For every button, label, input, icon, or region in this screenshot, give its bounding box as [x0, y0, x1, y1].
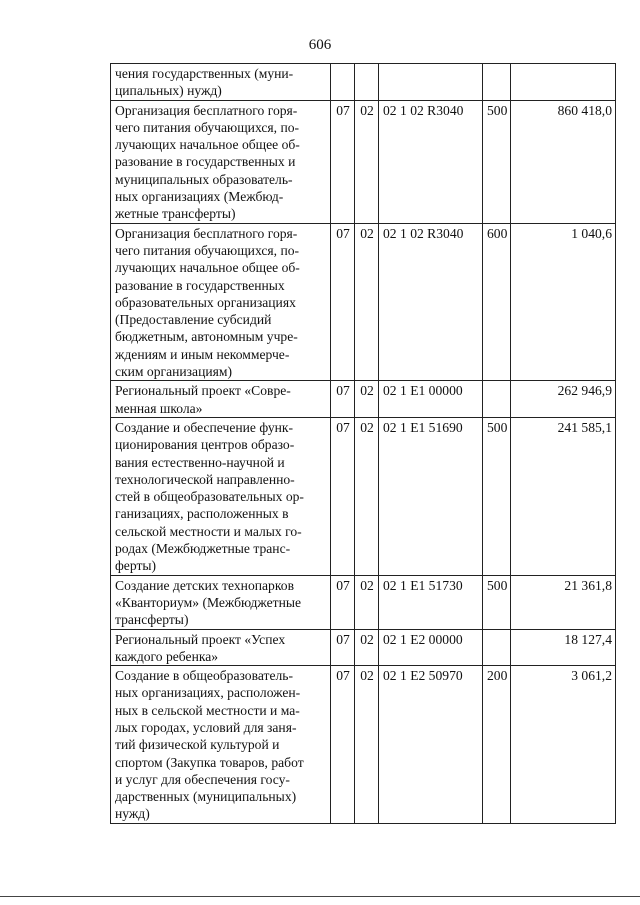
target-article-cell: 02 1 E1 00000 — [379, 381, 483, 418]
expense-type-cell: 500 — [483, 575, 511, 629]
target-article-cell: 02 1 E2 50970 — [379, 666, 483, 824]
amount-cell: 262 946,9 — [511, 381, 616, 418]
expense-name-line: каждого ребенка» — [115, 648, 219, 664]
section-code-cell: 07 — [331, 629, 355, 666]
expense-name-line: Организация бесплатного горя- — [115, 225, 298, 241]
section-code-cell: 07 — [331, 666, 355, 824]
expense-type-cell: 500 — [483, 417, 511, 575]
page-number: 606 — [308, 37, 332, 53]
target-article-cell: 02 1 E1 51730 — [379, 575, 483, 629]
expense-type-cell: 600 — [483, 223, 511, 381]
table-row — [111, 666, 616, 824]
subsection-code-cell: 02 — [355, 666, 379, 824]
expense-type-cell — [483, 64, 511, 101]
expense-name-line: родах (Межбюджетные транс- — [115, 541, 291, 557]
amount-cell: 241 585,1 — [511, 417, 616, 575]
expense-name-cell — [111, 381, 331, 418]
subsection-code-cell: 02 — [355, 223, 379, 381]
expense-name-line: Создание в общеобразователь- — [115, 668, 293, 684]
table-row — [111, 575, 616, 629]
subsection-code-cell: 02 — [355, 381, 379, 418]
expense-name-line: разование в государственных и — [115, 154, 296, 170]
expense-name-line: тий физической культурой и — [115, 737, 280, 753]
expense-name-cell — [111, 666, 331, 824]
expense-name-line: нужд) — [115, 806, 150, 822]
amount-cell: 21 361,8 — [511, 575, 616, 629]
amount-cell: 860 418,0 — [511, 100, 616, 223]
expense-name-line: лых городах, условий для заня- — [115, 719, 297, 735]
section-code-cell — [331, 64, 355, 101]
expense-name-line: муниципальных образователь- — [115, 171, 293, 187]
expense-name-line: ским организациям) — [115, 364, 233, 380]
expense-name-line: «Кванториум» (Межбюджетные — [115, 594, 302, 610]
expense-type-cell: 500 — [483, 100, 511, 223]
expense-name-cell — [111, 64, 331, 101]
amount-cell: 1 040,6 — [511, 223, 616, 381]
expense-name-line: ждениям и иным некоммерче- — [115, 346, 290, 362]
budget-table — [110, 63, 616, 824]
expense-name-line: Создание детских технопарков — [115, 577, 294, 593]
expense-name-line: лучающих начальное общее об- — [115, 260, 300, 276]
expense-name-line: технологической направленно- — [115, 471, 295, 487]
expense-name-line: Региональный проект «Совре- — [115, 383, 291, 399]
expense-name-line: чего питания обучающихся, по- — [115, 119, 300, 135]
budget-table-body — [111, 64, 616, 824]
expense-name-cell — [111, 100, 331, 223]
expense-name-line: (Предоставление субсидий — [115, 312, 272, 328]
section-code-cell: 07 — [331, 100, 355, 223]
target-article-cell: 02 1 E1 51690 — [379, 417, 483, 575]
expense-name-line: ферты) — [115, 558, 157, 574]
expense-type-cell — [483, 629, 511, 666]
expense-name-line: лучающих начальное общее об- — [115, 137, 300, 153]
table-row — [111, 381, 616, 418]
expense-type-cell: 200 — [483, 666, 511, 824]
expense-name-line: чего питания обучающихся, по- — [115, 242, 300, 258]
expense-name-line: и услуг для обеспечения госу- — [115, 771, 290, 787]
subsection-code-cell: 02 — [355, 575, 379, 629]
expense-name-line: Создание и обеспечение функ- — [115, 419, 294, 435]
table-row — [111, 417, 616, 575]
expense-name-line: стей в общеобразовательных ор- — [115, 489, 304, 505]
section-code-cell: 07 — [331, 417, 355, 575]
expense-name-cell — [111, 417, 331, 575]
subsection-code-cell: 02 — [355, 629, 379, 666]
expense-name-line: менная школа» — [115, 400, 203, 416]
amount-cell — [511, 64, 616, 101]
section-code-cell: 07 — [331, 223, 355, 381]
table-row — [111, 100, 616, 223]
table-row — [111, 629, 616, 666]
expense-name-line: дарственных (муниципальных) — [115, 789, 297, 805]
expense-name-cell — [111, 223, 331, 381]
section-code-cell: 07 — [331, 575, 355, 629]
expense-name-line: разование в государственных — [115, 277, 285, 293]
table-row — [111, 223, 616, 381]
expense-name-line: Организация бесплатного горя- — [115, 102, 298, 118]
amount-cell: 18 127,4 — [511, 629, 616, 666]
expense-name-line: спортом (Закупка товаров, работ — [115, 754, 304, 770]
expense-name-cell — [111, 575, 331, 629]
expense-name-line: образовательных организациях — [115, 294, 296, 310]
expense-name-line: ных организациях, расположен- — [115, 685, 301, 701]
expense-name-line: вания естественно-научной и — [115, 454, 285, 470]
expense-name-line: трансферты) — [115, 612, 189, 628]
target-article-cell: 02 1 E2 00000 — [379, 629, 483, 666]
target-article-cell: 02 1 02 R3040 — [379, 100, 483, 223]
target-article-cell: 02 1 02 R3040 — [379, 223, 483, 381]
expense-name-line: чения государственных (муни- — [115, 66, 294, 81]
section-code-cell: 07 — [331, 381, 355, 418]
expense-name-line: ных организациях (Межбюд- — [115, 189, 284, 205]
expense-name-line: ганизациях, расположенных в — [115, 506, 289, 522]
expense-name-line: ципальных) нужд) — [115, 83, 222, 99]
expense-name-line: ных в сельской местности и ма- — [115, 702, 300, 718]
expense-name-line: бюджетным, автономным учре- — [115, 329, 298, 345]
expense-name-line: ционирования центров образо- — [115, 437, 295, 453]
expense-type-cell — [483, 381, 511, 418]
subsection-code-cell — [355, 64, 379, 101]
expense-name-line: жетные трансферты) — [115, 206, 236, 222]
table-row — [111, 64, 616, 101]
target-article-cell — [379, 64, 483, 101]
subsection-code-cell: 02 — [355, 417, 379, 575]
expense-name-cell — [111, 629, 331, 666]
expense-name-line: Региональный проект «Успех — [115, 631, 286, 647]
subsection-code-cell: 02 — [355, 100, 379, 223]
amount-cell: 3 061,2 — [511, 666, 616, 824]
expense-name-line: сельской местности и малых го- — [115, 523, 302, 539]
page-bottom-rule — [0, 896, 640, 897]
